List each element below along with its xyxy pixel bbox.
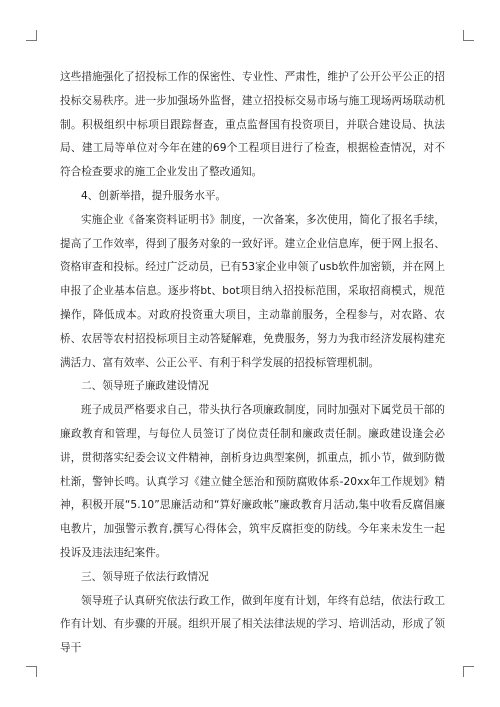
paragraph-bidding-measures: 这些措施强化了招投标工作的保密性、专业性、严肃性，维护了公开公平公正的招投标交易秩序。进一步加强场外监督，建立招投标交易市场与施工现场两场联动机制。积极组织中标项目跟踪督查，重点监督国有投资项目，并联合建设局、执法局、建工局等单位对今年在建的69个工程项目进行了检查，根据检查情况，对不符合检查要求的施工企业发出了整改通知。 <box>60 71 445 179</box>
crop-mark-top-left <box>26 30 37 41</box>
heading-innovation-measures: 4、创新举措，提升服务水平。 <box>81 189 227 202</box>
paragraph-integrity-building: 班子成员严格要求自己，带头执行各项廉政制度，同时加强对下属党员干部的廉政教育和管理，与每位人员签订了岗位责任制和廉政责任制。廉政建设逢会必讲，贯彻落实纪委会议文件精神，剖析身边典型案例，抓重点，抓小节，做到防微杜渐，警钟长鸣。认真学习《建立健全惩治和预防腐败体系-20xx年工作规划》精神，积极开展“5.10”思廉活动和“算好廉政帐”廉政教育月活动,集中收看反腐倡廉电教片，加强警示教育,撰写心得体会，筑牢反腐拒变的防线。今年来未发生一起投诉及违法违纪案件。 <box>60 404 445 559</box>
crop-mark-bottom-right <box>463 666 474 677</box>
paragraph-service-improvement: 实施企业《备案资料证明书》制度，一次备案，多次使用，简化了报名手续，提高了工作效率，得到了服务对象的一致好评。建立企业信息库，便于网上报名、资格审查和投标。经过广泛动员，已有53家企业申领了usb软件加密锁，并在网上申报了企业基本信息。逐步将bt、bot项目纳入招投标范围，采取招商模式，规范操作，降低成本。对政府投资重大项目，主动靠前服务，全程参与，对农路、农桥、农居等农村招投标项目主动答疑解难，免费服务，努力为我市经济发展构建充满活力、富有效率、公正公平、有利于科学发展的招投标管理机制。 <box>60 213 445 369</box>
paragraph-lawful-administration: 领导班子认真研究依法行政工作，做到年度有计划，年终有总结，依法行政工作有计划、有步骤的开展。组织开展了相关法律法规的学习、培训活动，形成了领导干 <box>60 594 445 655</box>
crop-mark-top-right <box>463 30 474 41</box>
crop-mark-bottom-left <box>26 666 37 677</box>
heading-integrity-building: 二、领导班子廉政建设情况 <box>81 380 209 393</box>
heading-lawful-administration: 三、领导班子依法行政情况 <box>81 570 209 583</box>
document-body <box>60 66 445 661</box>
